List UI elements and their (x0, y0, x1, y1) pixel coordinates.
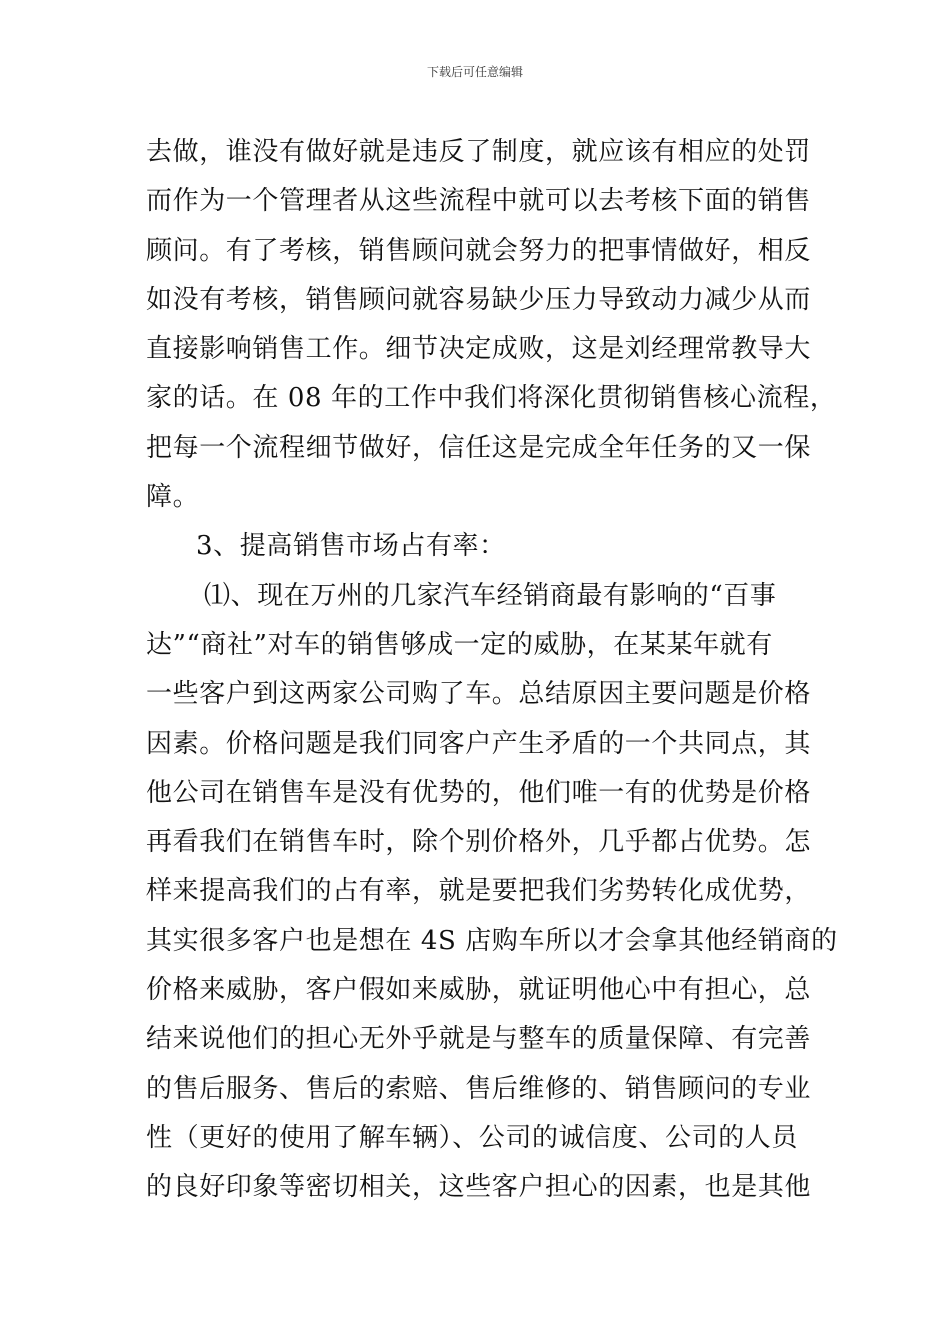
text-line-4: 如没有考核，销售顾问就容易缺少压力导致动力减少从而 (146, 284, 812, 315)
text-line-3: 顾问。有了考核，销售顾问就会努力的把事情做好，相反 (146, 235, 812, 266)
text-line-12: 一些客户到这两家公司购了车。总结原因主要问题是价格 (146, 679, 812, 710)
text-line-17: 其实很多客户也是想在 4S 店购车所以才会拿其他经销商的 (146, 925, 838, 956)
text-line-20: 的售后服务、售后的索赔、售后维修的、销售顾问的专业 (146, 1073, 812, 1104)
text-line-8: 障。 (146, 482, 200, 513)
text-line-15: 再看我们在销售车时，除个别价格外，几乎都占优势。怎 (146, 827, 812, 858)
text-line-22: 的良好印象等密切相关，这些客户担心的因素，也是其他 (146, 1172, 812, 1203)
text-line-11: 达”“商社”对车的销售够成一定的威胁，在某某年就有 (146, 629, 773, 660)
text-line-6: 家的话。在 08 年的工作中我们将深化贯彻销售核心流程， (146, 383, 837, 414)
document-body (146, 128, 838, 1213)
text-line-1: 去做，谁没有做好就是违反了制度，就应该有相应的处罚 (146, 137, 812, 167)
page-header: 下载后可任意编辑 (426, 65, 523, 79)
text-line-16: 样来提高我们的占有率，就是要把我们劣势转化成优势， (146, 876, 812, 907)
text-line-14: 他公司在销售车是没有优势的，他们唯一有的优势是价格 (146, 777, 812, 808)
text-line-5: 直接影响销售工作。细节决定成败，这是刘经理常教导大 (146, 334, 812, 365)
text-line-19: 结来说他们的担心无外乎就是与整车的质量保障、有完善 (146, 1024, 812, 1055)
text-line-18: 价格来威胁，客户假如来威胁，就证明他心中有担心，总 (146, 975, 812, 1006)
text-line-10: ⑴、现在万州的几家汽车经销商最有影响的“百事 (204, 580, 777, 611)
text-line-7: 把每一个流程细节做好，信任这是完成全年任务的又一保 (146, 432, 812, 463)
text-line-13: 因素。价格问题是我们同客户产生矛盾的一个共同点，其 (146, 728, 812, 759)
text-line-2: 而作为一个管理者从这些流程中就可以去考核下面的销售 (146, 186, 812, 217)
section-heading: 3、提高销售市场占有率： (196, 531, 506, 562)
text-line-21: 性（更好的使用了解车辆）、公司的诚信度、公司的人员 (146, 1122, 799, 1153)
